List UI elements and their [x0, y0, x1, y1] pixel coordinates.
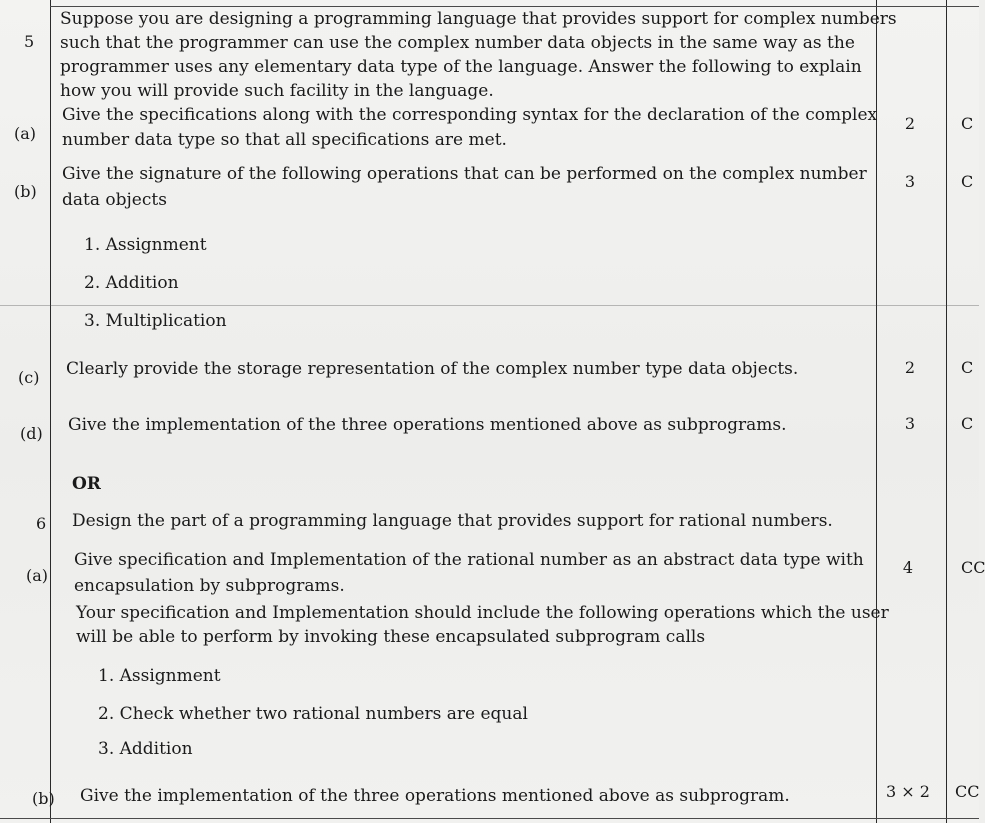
- q5b-line-2: data objects: [62, 190, 167, 210]
- q5a-line-1: Give the specifications along with the corresponding syntax for the declaration of the complex: [62, 105, 878, 125]
- q6a-marks: 4: [902, 558, 914, 577]
- q5-intro-line-4: how you will provide such facility in the language.: [60, 81, 494, 101]
- q6b-co: CC: [955, 782, 980, 801]
- q5d-text: Give the implementation of the three operations mentioned above as subprograms.: [68, 415, 787, 435]
- q6a-label: (a): [26, 566, 49, 585]
- q6a-line-4: will be able to perform by invoking these encapsulated subprogram calls: [76, 627, 706, 647]
- q5-intro-line-1: Suppose you are designing a programming language that provides support for complex numbers: [60, 9, 897, 29]
- row-divider-top: [50, 6, 979, 7]
- q6a-item-3: 3. Addition: [98, 739, 193, 759]
- q5b-item-1: 1. Assignment: [84, 235, 207, 255]
- q5d-co: C: [961, 414, 974, 433]
- q5b-item-3: 3. Multiplication: [84, 311, 227, 331]
- q5b-marks: 3: [904, 172, 916, 191]
- q6a-line-3: Your specification and Implementation should include the following operations which the user: [76, 603, 889, 623]
- q5c-co: C: [961, 358, 974, 377]
- q6b-label: (b): [32, 789, 55, 808]
- q6a-item-2: 2. Check whether two rational numbers are equal: [98, 704, 528, 724]
- q5d-label: (d): [20, 424, 43, 443]
- q6a-co: CC: [961, 558, 985, 577]
- question-number-5: 5: [24, 32, 35, 51]
- q5a-co: C: [961, 114, 974, 133]
- q6-intro: Design the part of a programming language that provides support for rational numbers.: [72, 511, 833, 531]
- q6a-item-1: 1. Assignment: [98, 666, 221, 686]
- q6a-line-1: Give specification and Implementation of the rational number as an abstract data type with: [74, 550, 864, 570]
- q5-intro-line-2: such that the programmer can use the complex number data objects in the same way as the: [60, 33, 855, 53]
- column-rule-marks-right: [946, 0, 947, 823]
- q5a-marks: 2: [904, 114, 916, 133]
- q5a-label: (a): [14, 124, 37, 143]
- q5-intro-line-3: programmer uses any elementary data type of the language. Answer the following to explain: [60, 57, 862, 77]
- q5a-line-2: number data type so that all specifications are met.: [62, 130, 507, 150]
- q5d-marks: 3: [904, 414, 916, 433]
- q5b-label: (b): [14, 182, 37, 201]
- q5b-co: C: [961, 172, 974, 191]
- q6b-text: Give the implementation of the three operations mentioned above as subprogram.: [80, 786, 790, 806]
- q5b-line-1: Give the signature of the following operations that can be performed on the complex number: [62, 164, 867, 184]
- q5c-text: Clearly provide the storage representation of the complex number type data objects.: [66, 359, 799, 379]
- q5b-item-2: 2. Addition: [84, 273, 179, 293]
- q6b-marks: 3 × 2: [886, 782, 930, 801]
- row-divider-bottom: [0, 818, 979, 819]
- question-number-6: 6: [36, 514, 47, 533]
- column-rule-left: [50, 0, 51, 823]
- or-label: OR: [72, 474, 101, 494]
- q6a-line-2: encapsulation by subprograms.: [74, 576, 345, 596]
- row-divider-mid: [0, 305, 979, 306]
- q5c-label: (c): [18, 368, 40, 387]
- q5c-marks: 2: [904, 358, 916, 377]
